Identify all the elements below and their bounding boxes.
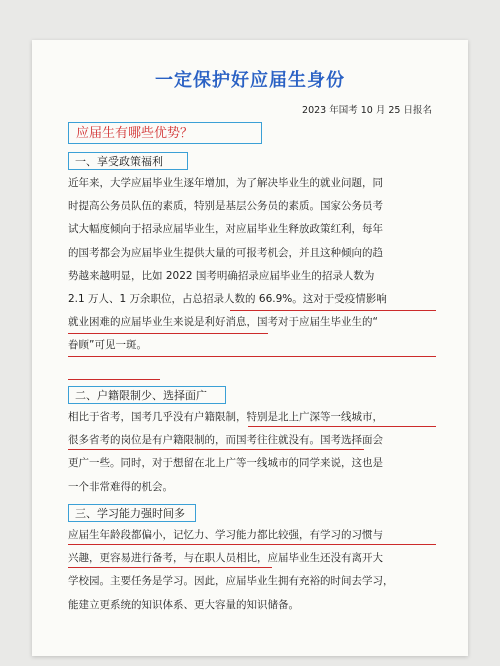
highlight-underline bbox=[68, 356, 436, 357]
section-body-household bbox=[68, 406, 436, 499]
section-heading-household: 二、户籍限制少、选择面广 bbox=[68, 386, 226, 404]
highlight-underline bbox=[248, 426, 436, 427]
section-body-policy bbox=[68, 172, 436, 358]
text-line: 更广一些。同时，对于想留在北上广等一线城市的同学来说，这也是 bbox=[68, 457, 383, 470]
text-line: 学校园。主要任务是学习。因此，应届毕业生拥有充裕的时间去学习， bbox=[68, 575, 394, 588]
highlight-underline bbox=[68, 544, 436, 545]
text-line: 能建立更系统的知识体系、更大容量的知识储备。 bbox=[68, 598, 299, 611]
text-line: 试大幅度倾向于招录应届毕业生，对应届毕业生释放政策红利，每年 bbox=[68, 223, 383, 236]
highlight-underline bbox=[68, 567, 272, 568]
page-title: 一定保护好应届生身份 bbox=[155, 70, 345, 91]
text-line: 就业困难的应届毕业生来说是利好消息，国考对于应届生毕业生的“ bbox=[68, 316, 378, 329]
text-line: 势越来越明显，比如 2022 国考明确招录应届毕业生的招录人数为 bbox=[68, 269, 375, 282]
section-heading-learning: 三、学习能力强时间多 bbox=[68, 504, 196, 522]
text-line: 兴趣，更容易进行备考，与在职人员相比，应届毕业生还没有离开大 bbox=[68, 552, 383, 565]
text-line: 眷顾”可见一斑。 bbox=[68, 339, 147, 352]
registration-date: 2023 年国考 10 月 25 日报名 bbox=[302, 105, 432, 116]
highlight-underline bbox=[68, 333, 268, 334]
document-page bbox=[32, 40, 468, 656]
text-line: 相比于省考，国考几乎没有户籍限制，特别是北上广深等一线城市， bbox=[68, 411, 383, 423]
text-line: 2.1 万人、1 万余职位，占总招录人数的 66.9%。这对于受疫情影响 bbox=[68, 293, 387, 306]
highlight-underline bbox=[68, 379, 160, 380]
section-heading-policy: 一、享受政策福利 bbox=[68, 152, 188, 170]
text-line: 一个非常难得的机会。 bbox=[68, 480, 173, 493]
text-line: 应届生年龄段都偏小，记忆力、学习能力都比较强，有学习的习惯与 bbox=[68, 529, 383, 541]
highlight-underline bbox=[68, 449, 364, 450]
text-line: 近年来，大学应届毕业生逐年增加，为了解决毕业生的就业问题，同 bbox=[68, 177, 383, 189]
text-line: 时提高公务员队伍的素质，特别是基层公务员的素质。国家公务员考 bbox=[68, 200, 383, 213]
section-body-learning bbox=[68, 524, 436, 617]
text-line: 的国考都会为应届毕业生提供大量的可报考机会，并且这种倾向的趋 bbox=[68, 246, 383, 259]
highlight-underline bbox=[230, 310, 436, 311]
main-heading: 应届生有哪些优势？ bbox=[68, 122, 262, 144]
text-line: 很多省考的岗位是有户籍限制的，而国考往往就没有。国考选择面会 bbox=[68, 434, 383, 447]
